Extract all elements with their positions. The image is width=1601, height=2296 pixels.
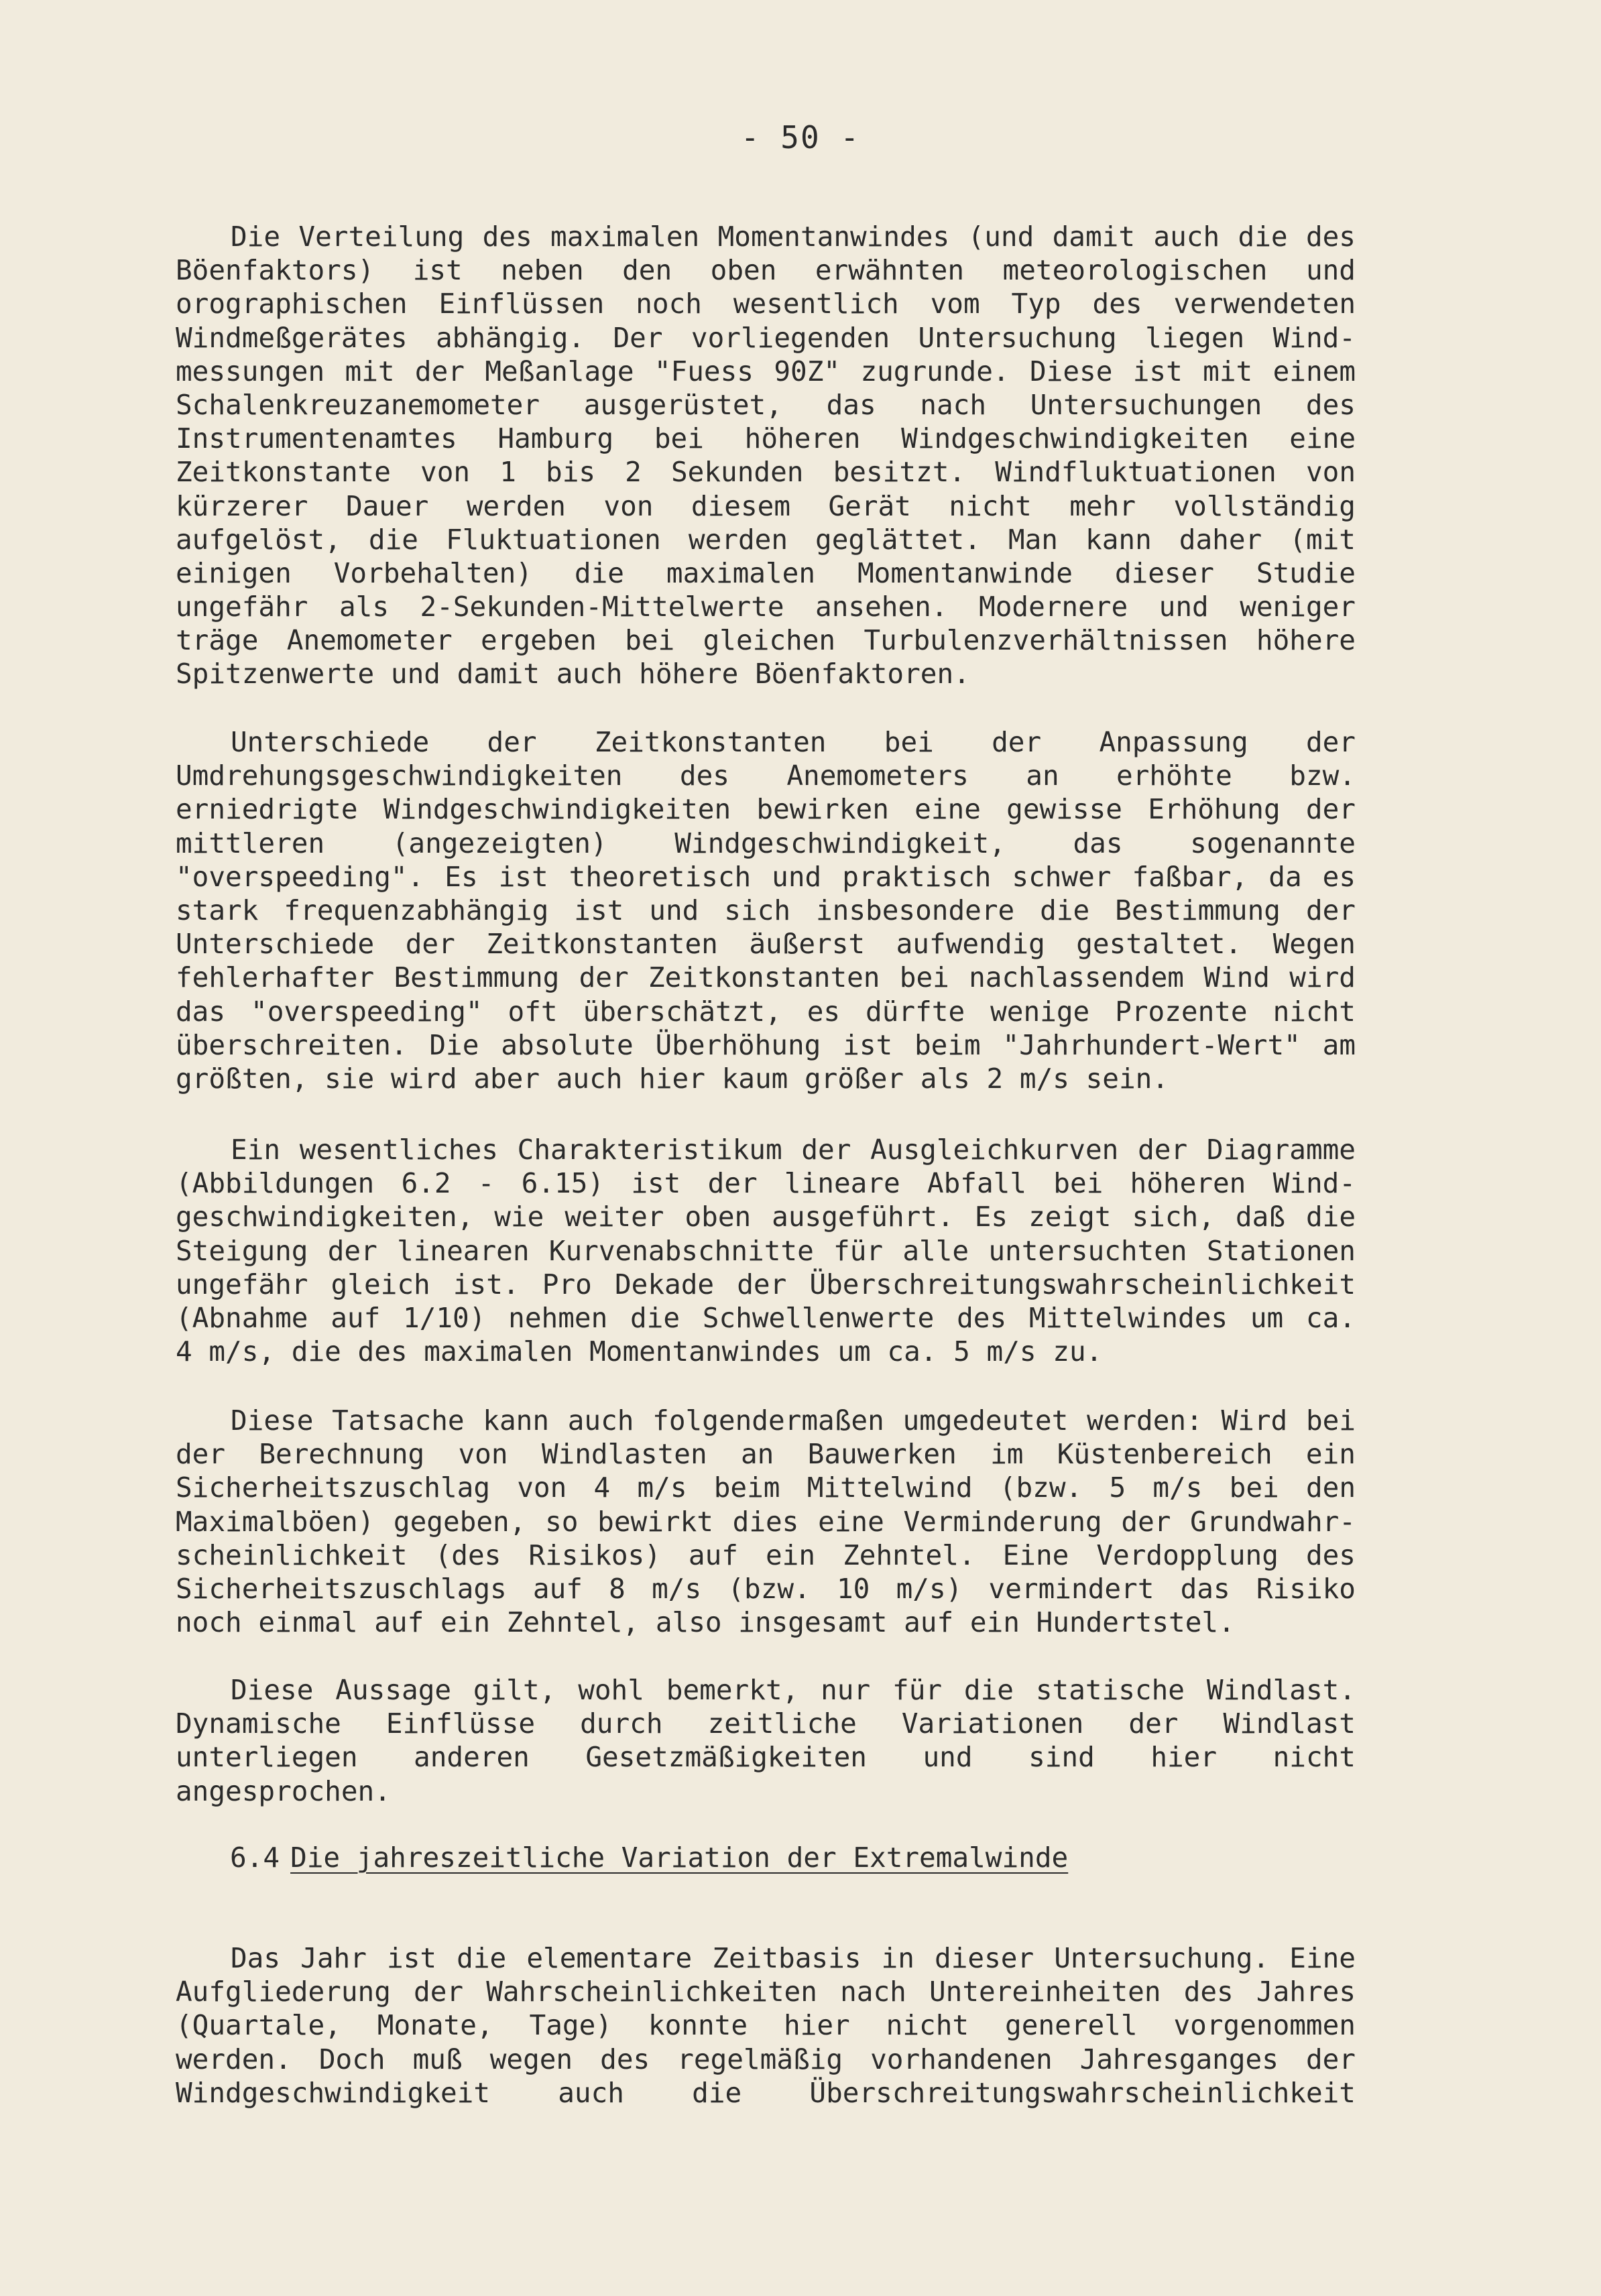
text-line: Steigung der linearen Kurvenabschnitte für alle untersuchten Stationen (176, 1234, 1356, 1267)
text-line: Unterschiede der Zeitkonstanten bei der Anpassung der (231, 726, 1356, 758)
text-line: kürzerer Dauer werden von diesem Gerät nicht mehr vollständig (176, 489, 1356, 522)
text-line: Zeitkonstante von 1 bis 2 Sekunden besitzt. Windfluktuationen von (176, 456, 1356, 489)
text-line: Ein wesentliches Charakteristikum der Ausgleichkurven der Diagramme (231, 1134, 1356, 1166)
text-line: Aufgliederung der Wahrscheinlichkeiten nach Untereinheiten des Jahres (176, 1976, 1356, 2008)
paragraph-5 (176, 1673, 1356, 1808)
text-line: Umdrehungsgeschwindigkeiten des Anemometers an erhöhte bzw. (176, 760, 1356, 792)
section-number: 6.4 (230, 1841, 280, 1874)
text-line: Die Verteilung des maximalen Momentanwindes (und damit auch die des (231, 221, 1356, 253)
text-line: "overspeeding". Es ist theoretisch und praktisch schwer faßbar, da es (176, 860, 1356, 893)
text-line: Sicherheitszuschlags auf 8 m/s (bzw. 10 m/s) vermindert das Risiko (176, 1572, 1356, 1605)
text-line: fehlerhafter Bestimmung der Zeitkonstanten bei nachlassendem Wind wird (176, 961, 1356, 994)
text-line: 4 m/s, die des maximalen Momentanwindes um ca. 5 m/s zu. (176, 1335, 1103, 1368)
text-line: Dynamische Einflüsse durch zeitliche Variationen der Windlast (176, 1707, 1356, 1740)
paragraph-1 (176, 220, 1356, 691)
text-line: Maximalböen) gegeben, so bewirkt dies eine Verminderung der Grundwahr- (176, 1505, 1356, 1538)
text-line: Spitzenwerte und damit auch höhere Böenfaktoren. (176, 658, 970, 690)
text-line: (Quartale, Monate, Tage) konnte hier nicht generell vorgenommen (176, 2009, 1356, 2042)
text-line: der Berechnung von Windlasten an Bauwerken im Küstenbereich ein (176, 1438, 1356, 1471)
text-line: Instrumentenamtes Hamburg bei höheren Windgeschwindigkeiten eine (176, 422, 1356, 455)
text-line: Diese Tatsache kann auch folgendermaßen umgedeutet werden: Wird bei (231, 1404, 1356, 1437)
text-line: messungen mit der Meßanlage "Fuess 90Z" zugrunde. Diese ist mit einem (176, 355, 1356, 387)
text-line: einigen Vorbehalten) die maximalen Momentanwinde dieser Studie (176, 556, 1356, 589)
text-line: träge Anemometer ergeben bei gleichen Turbulenzverhältnissen höhere (176, 624, 1356, 657)
text-line: überschreiten. Die absolute Überhöhung ist beim "Jahrhundert-Wert" am (176, 1028, 1356, 1061)
text-line: das "overspeeding" oft überschätzt, es dürfte wenige Prozente nicht (176, 995, 1356, 1028)
paragraph-6 (176, 1941, 1356, 2110)
text-line: Windgeschwindigkeit auch die Überschreitungswahrscheinlichkeit (176, 2076, 1356, 2109)
section-heading (230, 1841, 1068, 1874)
text-line: (Abnahme auf 1/10) nehmen die Schwellenwerte des Mittelwindes um ca. (176, 1301, 1356, 1334)
text-line: Diese Aussage gilt, wohl bemerkt, nur für die statische Windlast. (231, 1674, 1356, 1706)
text-line: erniedrigte Windgeschwindigkeiten bewirken eine gewisse Erhöhung der (176, 793, 1356, 826)
text-line: Schalenkreuzanemometer ausgerüstet, das nach Untersuchungen des (176, 388, 1356, 421)
paragraph-3 (176, 1133, 1356, 1368)
text-line: angesprochen. (176, 1774, 391, 1807)
text-line: geschwindigkeiten, wie weiter oben ausgeführt. Es zeigt sich, daß die (176, 1201, 1356, 1233)
text-line: mittleren (angezeigten) Windgeschwindigkeit, das sogenannte (176, 827, 1356, 859)
paragraph-4 (176, 1404, 1356, 1639)
text-line: aufgelöst, die Fluktuationen werden geglättet. Man kann daher (mit (176, 523, 1356, 556)
text-line: stark frequenzabhängig ist und sich insbesondere die Bestimmung der (176, 894, 1356, 926)
text-line: größten, sie wird aber auch hier kaum größer als 2 m/s sein. (176, 1062, 1169, 1095)
paragraph-2 (176, 725, 1356, 1095)
text-line: ungefähr als 2-Sekunden-Mittelwerte ansehen. Modernere und weniger (176, 591, 1356, 623)
section-title: Die jahreszeitliche Variation der Extremalwinde (290, 1841, 1069, 1874)
text-line: scheinlichkeit (des Risikos) auf ein Zehntel. Eine Verdopplung des (176, 1538, 1356, 1571)
text-line: (Abbildungen 6.2 - 6.15) ist der lineare Abfall bei höheren Wind- (176, 1167, 1356, 1200)
text-line: Sicherheitszuschlag von 4 m/s beim Mittelwind (bzw. 5 m/s bei den (176, 1471, 1356, 1504)
text-line: orographischen Einflüssen noch wesentlich vom Typ des verwendeten (176, 288, 1356, 320)
text-line: ungefähr gleich ist. Pro Dekade der Überschreitungswahrscheinlichkeit (176, 1268, 1356, 1301)
text-line: unterliegen anderen Gesetzmäßigkeiten und sind hier nicht (176, 1741, 1356, 1774)
text-line: Unterschiede der Zeitkonstanten äußerst aufwendig gestaltet. Wegen (176, 928, 1356, 961)
page-number: - 50 - (740, 119, 861, 156)
text-line: Böenfaktors) ist neben den oben erwähnten meteorologischen und (176, 254, 1356, 287)
text-line: Das Jahr ist die elementare Zeitbasis in dieser Untersuchung. Eine (231, 1942, 1356, 1974)
text-line: werden. Doch muß wegen des regelmäßig vorhandenen Jahresganges der (176, 2043, 1356, 2075)
text-line: Windmeßgerätes abhängig. Der vorliegenden Untersuchung liegen Wind- (176, 321, 1356, 354)
text-line: noch einmal auf ein Zehntel, also insgesamt auf ein Hundertstel. (176, 1606, 1235, 1639)
